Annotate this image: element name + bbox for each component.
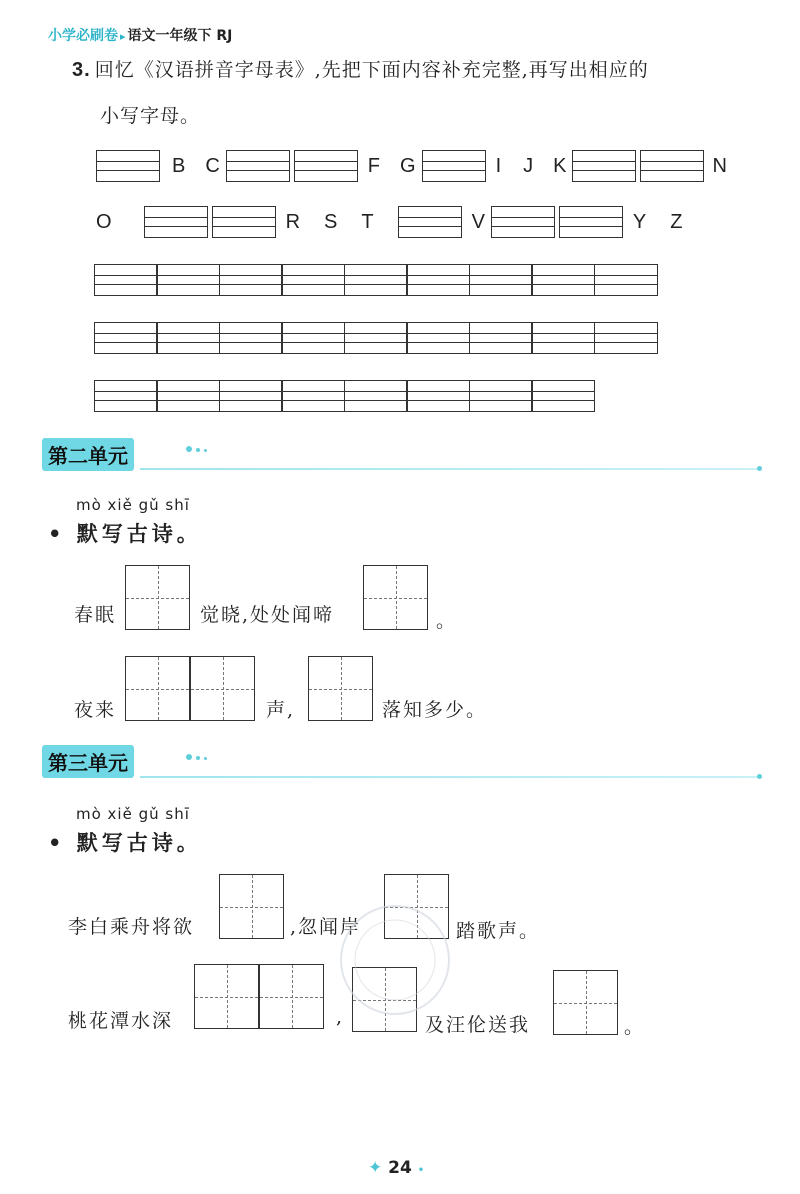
tianzige-box[interactable] (125, 565, 190, 630)
alphabet-letter: Z (670, 210, 683, 233)
tianzige-box[interactable] (190, 656, 255, 721)
bullet: • (48, 522, 66, 546)
dot-icon: • (417, 1165, 425, 1176)
poem-text: 及汪伦送我 (425, 1014, 531, 1036)
writing-cell[interactable] (594, 322, 658, 354)
writing-cell[interactable] (531, 264, 595, 296)
writing-cell[interactable] (406, 322, 470, 354)
decor-dot-icon (757, 466, 762, 471)
writing-line-1 (95, 264, 658, 296)
alphabet-letter: T (361, 210, 374, 233)
unit-title: 第三单元 (42, 745, 134, 778)
writing-cell[interactable] (531, 322, 595, 354)
question-number: 3. (72, 59, 91, 81)
task-pinyin: mò xiě gǔ shī (76, 805, 190, 823)
writing-cell[interactable] (219, 264, 283, 296)
unit-title: 第二单元 (42, 438, 134, 471)
grade-label: 语文一年级下 RJ (127, 28, 233, 44)
writing-cell[interactable] (281, 380, 345, 412)
alphabet-letter: F (367, 154, 381, 177)
decor-dot-icon (757, 774, 762, 779)
writing-line-2 (95, 322, 658, 354)
writing-cell[interactable] (219, 322, 283, 354)
triangle-icon: ▸ (120, 30, 126, 43)
writing-cell[interactable] (469, 322, 533, 354)
alphabet-letter: K (553, 154, 567, 177)
alphabet-letter: J (523, 154, 534, 177)
writing-cell[interactable] (156, 322, 220, 354)
poem-text: 踏歌声。 (456, 920, 541, 942)
alphabet-letter: V (471, 210, 485, 233)
writing-cell[interactable] (344, 380, 408, 412)
writing-cell[interactable] (594, 264, 658, 296)
poem-text: 。 (436, 610, 458, 632)
series-title: 小学必刷卷 (48, 28, 118, 44)
writing-cell[interactable] (344, 322, 408, 354)
alphabet-letter: C (205, 154, 220, 177)
writing-cell[interactable] (219, 380, 283, 412)
alphabet-letter: O (96, 210, 112, 233)
poem-text: 。 (624, 1016, 646, 1038)
poem-text: 春眠 (74, 604, 117, 626)
tianzige-box[interactable] (363, 565, 428, 630)
decor-dot-icon (196, 756, 200, 760)
alphabet-letter: S (324, 210, 338, 233)
blank-letter-cell[interactable] (491, 206, 555, 238)
unit-3-heading (42, 745, 134, 777)
writing-cell[interactable] (281, 264, 345, 296)
tianzige-box[interactable] (125, 656, 190, 721)
writing-cell[interactable] (406, 264, 470, 296)
writing-cell[interactable] (344, 264, 408, 296)
writing-cell[interactable] (94, 380, 158, 412)
star-icon: ✦ (368, 1158, 383, 1178)
poem-text: 觉晓,处处闻啼 (200, 604, 335, 626)
task-pinyin: mò xiě gǔ shī (76, 496, 190, 514)
question-3-line1: 3. 回忆《汉语拼音字母表》,先把下面内容补充完整,再写出相应的 (72, 59, 649, 81)
unit-2-heading (42, 438, 134, 470)
alphabet-letter: G (400, 154, 416, 177)
page-number: ✦ 24 • (368, 1158, 425, 1178)
writing-cell[interactable] (469, 380, 533, 412)
alphabet-letter: R (285, 210, 301, 233)
alphabet-row-1 (96, 150, 727, 182)
alphabet-letter: B (172, 154, 186, 177)
writing-cell[interactable] (531, 380, 595, 412)
bullet: • (48, 831, 66, 855)
poem-text: 夜来 (74, 699, 117, 721)
blank-letter-cell[interactable] (559, 206, 623, 238)
alphabet-letter: Y (632, 210, 647, 233)
alphabet-letter: N (712, 154, 727, 177)
tianzige-box[interactable] (259, 964, 324, 1029)
running-header (48, 25, 232, 45)
blank-letter-cell[interactable] (226, 150, 290, 182)
unit-divider (140, 468, 760, 470)
task-title: • 默写古诗。 (48, 831, 202, 855)
watermark-stamp-icon (335, 900, 455, 1020)
task-title: • 默写古诗。 (48, 522, 202, 546)
alphabet-letter: I (495, 154, 502, 177)
decor-dot-icon (186, 446, 192, 452)
poem-text: 桃花潭水深 (68, 1010, 174, 1032)
decor-dot-icon (186, 754, 192, 760)
poem-text: 声, (266, 699, 296, 721)
blank-letter-cell[interactable] (294, 150, 358, 182)
blank-letter-cell[interactable] (96, 150, 160, 182)
decor-dot-icon (204, 449, 207, 452)
writing-cell[interactable] (94, 264, 158, 296)
tianzige-box[interactable] (553, 970, 618, 1035)
poem-text: , (336, 1006, 345, 1028)
writing-cell[interactable] (156, 380, 220, 412)
alphabet-row-2 (96, 206, 682, 238)
writing-cell[interactable] (469, 264, 533, 296)
poem-text: 落知多少。 (382, 699, 488, 721)
blank-letter-cell[interactable] (422, 150, 486, 182)
blank-letter-cell[interactable] (640, 150, 704, 182)
poem-text: 李白乘舟将欲 (68, 916, 195, 938)
question-3-line2: 小写字母。 (100, 105, 201, 127)
writing-cell[interactable] (406, 380, 470, 412)
tianzige-box[interactable] (194, 964, 259, 1029)
poem-text: ,忽闻岸 (290, 916, 362, 938)
unit-divider (140, 776, 760, 778)
tianzige-box[interactable] (308, 656, 373, 721)
blank-letter-cell[interactable] (572, 150, 636, 182)
writing-line-3 (95, 380, 595, 412)
blank-letter-cell[interactable] (212, 206, 276, 238)
writing-cell[interactable] (156, 264, 220, 296)
tianzige-box[interactable] (219, 874, 284, 939)
writing-cell[interactable] (94, 322, 158, 354)
decor-dot-icon (204, 757, 207, 760)
blank-letter-cell[interactable] (398, 206, 462, 238)
writing-cell[interactable] (281, 322, 345, 354)
blank-letter-cell[interactable] (144, 206, 208, 238)
decor-dot-icon (196, 448, 200, 452)
